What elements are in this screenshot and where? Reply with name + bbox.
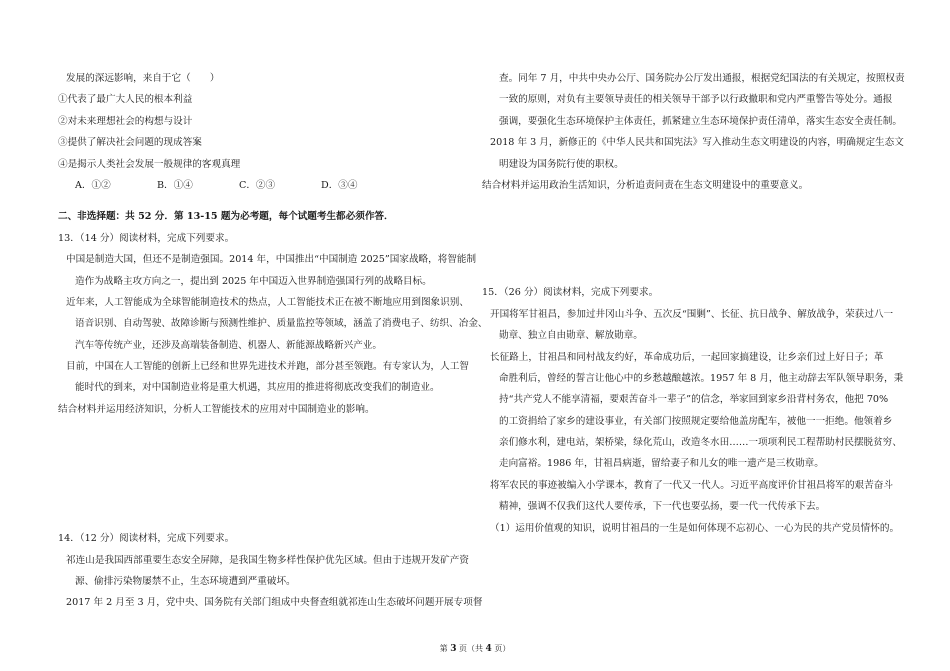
q14-line: 祁连山是我国西部重要生态安全屏障，是我国生物多样性保护优先区域。但由于违规开发矿产资 [66, 554, 469, 566]
q14-cont-line: 一致的原则，对负有主要领导责任的相关领导干部予以行政撤职和党内严重警告等处分。通报 [499, 94, 893, 106]
choice-a: A．①② [75, 179, 111, 191]
q15-line: 精神，强调不仅我们这代人要传承，下一代也要弘扬，要一代一代传承下去。 [499, 501, 826, 513]
q13-header: 13．（14 分）阅读材料，完成下列要求。 [58, 232, 235, 244]
footer-middle: 页（共 [459, 644, 483, 653]
right-column [482, 72, 905, 543]
q15-line: 亲们修水利，建电站，架桥梁，绿化荒山，改造冬水田……一项项利民工程帮助村民摆脱贫穷、 [499, 437, 902, 449]
q14-line: 源、偷排污染物屡禁不止，生态环境遭到严重破坏。 [75, 576, 296, 588]
q14-law-line: 明建设为国务院行使的职权。 [499, 158, 624, 170]
q15-line: 长征路上，甘祖昌和同村战友约好，革命成功后，一起回家搞建设，让乡亲们过上好日子；革 [490, 351, 884, 363]
footer-total-pages: 4 [485, 644, 492, 654]
footer-suffix: 页） [494, 644, 511, 653]
q15-line: 走向富裕。1986 年，甘祖昌病逝，留给妻子和儿女的唯一遗产是三枚勋章。 [499, 458, 824, 470]
q15-line: 勋章、独立自由勋章、解放勋章。 [499, 330, 643, 342]
q15-sub1: （1）运用价值观的知识，说明甘祖昌的一生是如何体现不忘初心、一心为民的共产党员情怀的。 [490, 522, 900, 534]
left-column [58, 72, 488, 618]
q13-line: 能时代的到来，对中国制造业将是重大机遇，其应用的推进将彻底改变我们的制造业。 [75, 382, 440, 394]
choice-b: B．①④ [157, 179, 193, 191]
q12-choices [58, 179, 466, 200]
q15-line: 将军农民的事迹被编入小学课本，教育了一代又一代人。习近平高度评价甘祖昌将军的艰苦奋斗 [490, 479, 893, 491]
q13-line: 造作为战略主攻方向之一，提出到 2025 年中国迈入世界制造强国行列的战略目标。 [75, 275, 432, 287]
choice-d: D．③④ [321, 179, 358, 191]
q12-option-2: ②对未来理想社会的构想与设计 [58, 115, 193, 127]
q13-prompt: 结合材料并运用经济知识，分析人工智能技术的应用对中国制造业的影响。 [58, 403, 375, 415]
q14-header: 14．（12 分）阅读材料，完成下列要求。 [58, 533, 235, 545]
q14-law-line: 2018 年 3 月，新修正的《中华人民共和国宪法》写入推动生态文明建设的内容，明确规定生态文 [490, 137, 904, 149]
q12-option-1: ①代表了最广大人民的根本利益 [58, 94, 193, 106]
choice-c: C．②③ [239, 179, 276, 191]
q12-stem-tail: 发展的深远影响，来自于它（ ） [66, 73, 220, 84]
q15-header: 15．（26 分）阅读材料，完成下列要求。 [482, 287, 659, 299]
q14-cont-line: 查。同年 7 月，中共中央办公厅、国务院办公厅发出通报，根据党纪国法的有关规定，按照权责 [499, 73, 905, 84]
q13-line: 近年来，人工智能成为全球智能制造技术的热点，人工智能技术正在被不断地应用到图象识别、 [66, 296, 469, 308]
q13-line: 中国是制造大国，但还不是制造强国。2014 年，中国推出“中国制造 2025”国家战略，将智能制 [66, 254, 477, 266]
footer-prefix: 第 [439, 644, 448, 653]
q12-option-3: ③提供了解决社会问题的现成答案 [58, 137, 202, 149]
q14-line: 2017 年 2 月至 3 月，党中央、国务院有关部门组成中央督查组就祁连山生态破坏问题开展专项督 [66, 597, 483, 609]
q14-prompt: 结合材料并运用政治生活知识，分析追责问责在生态文明建设中的重要意义。 [482, 179, 809, 191]
footer-page-number: 3 [450, 644, 457, 654]
q15-line: 开国将军甘祖昌，参加过井冈山斗争、五次反“围剿”、长征、抗日战争、解放战争，荣获过八一 [490, 308, 894, 320]
section2-heading: 二、非选择题：共 52 分．第 13-15 题为必考题，每个试题考生都必须作答． [58, 211, 394, 223]
q13-line: 目前，中国在人工智能的创新上已经和世界先进技术并跑，部分甚至领跑。有专家认为，人工智 [66, 361, 469, 373]
q15-line: 的工资捐给了家乡的建设事业，有关部门按照规定要给他盖房配车，被他一一拒绝。他领着乡 [499, 415, 893, 427]
q13-line: 汽车等传统产业，还涉及高端装备制造、机器人、新能源战略新兴产业。 [75, 339, 382, 351]
page-footer [0, 644, 950, 654]
q12-option-4: ④是揭示人类社会发展一般规律的客观真理 [58, 158, 241, 170]
q15-line: 命胜利后，曾经的誓言让他心中的乡愁越酿越浓。1957 年 8 月，他主动辞去军队领导职务，秉 [499, 372, 904, 384]
q15-line: 持“共产党人不能享清福，要艰苦奋斗一辈子”的信念，举家回到家乡沿背村务农，他把 70% [499, 394, 889, 406]
q14-cont-line: 强调，要强化生态环境保护主体责任，抓紧建立生态环境保护责任清单，落实生态安全责任制。 [499, 115, 902, 127]
q13-line: 语音识别、自动驾驶、故障诊断与预测性维护、质量监控等领域，涵盖了消费电子、纺织、冶金、 [75, 318, 488, 330]
